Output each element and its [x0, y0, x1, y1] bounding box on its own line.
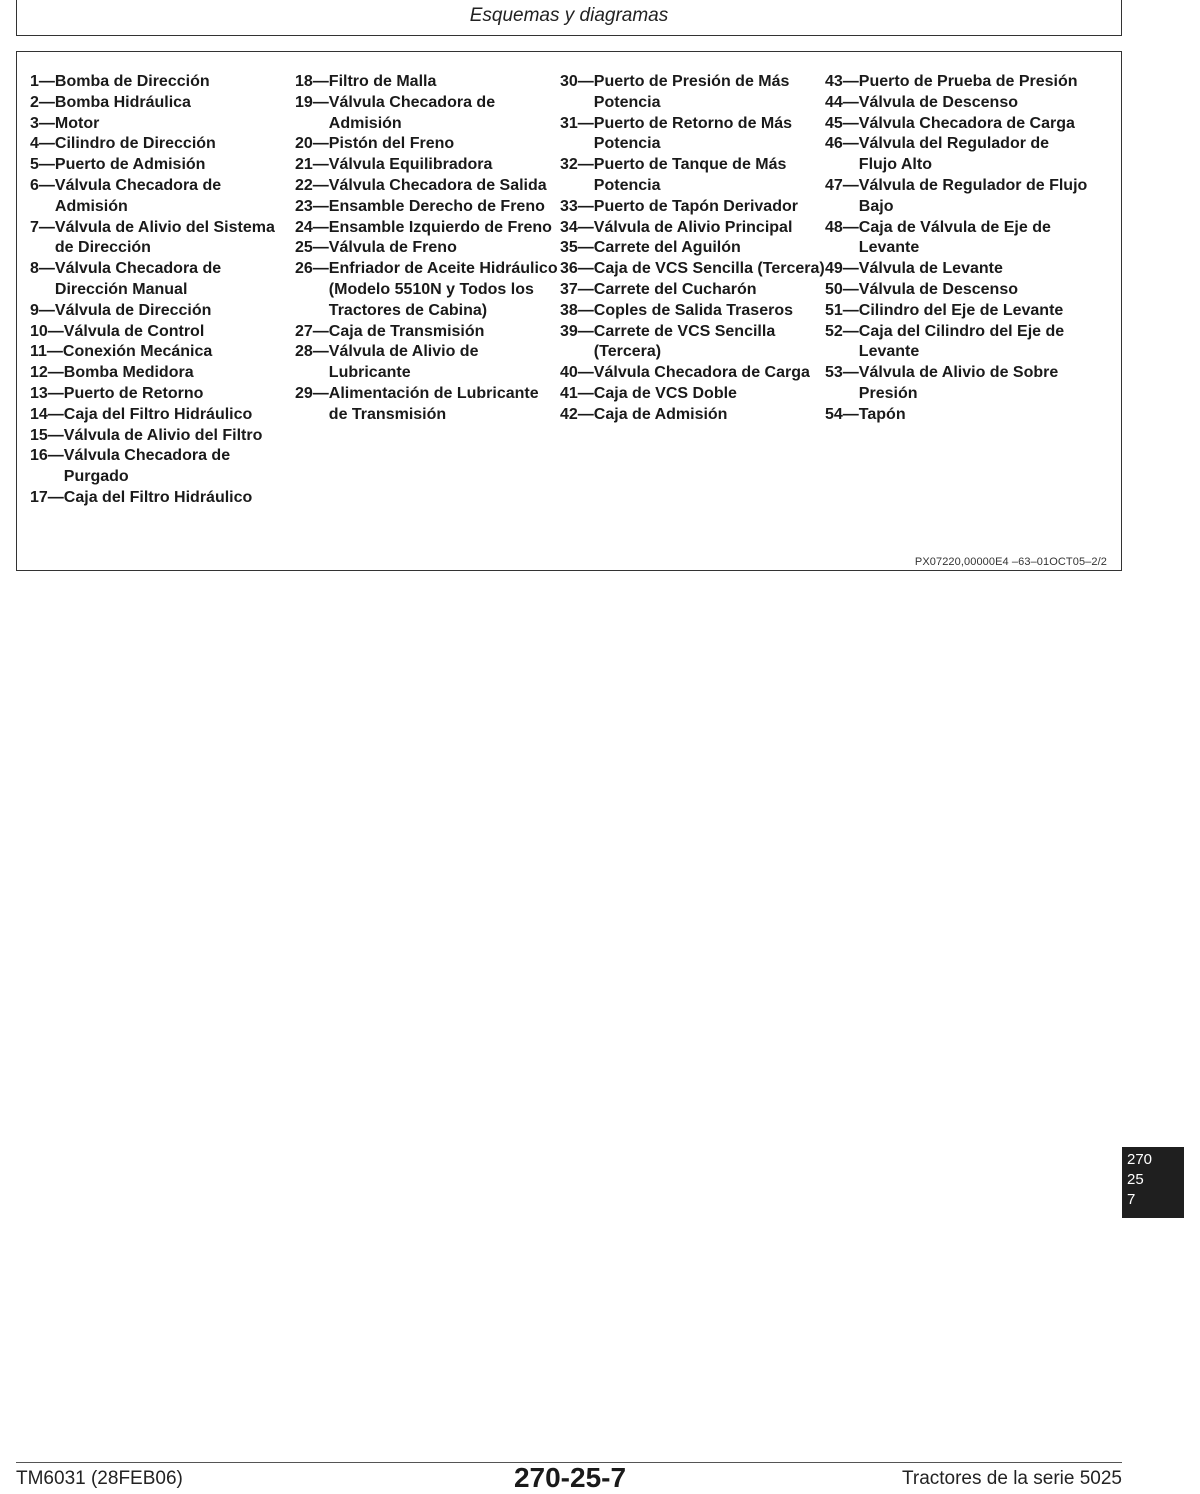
legend-item-label: Válvula Checadora de Dirección Manual	[54, 260, 222, 298]
legend-item	[825, 134, 1090, 176]
legend-item-number: 15—	[30, 426, 64, 444]
legend-item-label: Filtro de Malla	[328, 73, 437, 90]
legend-item-number: 18—	[295, 73, 329, 90]
legend-item-label: Carrete de VCS Sencilla (Tercera)	[593, 322, 776, 361]
section-tab-line: 25	[1127, 1171, 1144, 1188]
legend-item	[825, 176, 1090, 218]
legend-item-label: Puerto de Retorno	[63, 384, 204, 402]
legend-item-label: Válvula de Dirección	[54, 301, 212, 319]
legend-item-number: 12—	[30, 364, 64, 382]
legend-item-number: 44—	[825, 93, 859, 111]
legend-item	[295, 155, 560, 176]
legend-item	[560, 155, 825, 197]
footer-manual-id: TM6031 (28FEB06)	[16, 1468, 183, 1489]
legend-item	[295, 93, 560, 135]
legend-item	[30, 176, 295, 218]
legend-item-number: 10—	[30, 322, 64, 340]
legend-item-number: 47—	[825, 176, 859, 194]
legend-item-label: Válvula Checadora de Salida	[328, 176, 547, 194]
legend-item-number: 43—	[825, 73, 859, 90]
legend-item-number: 33—	[560, 197, 594, 215]
legend-item-number: 26—	[295, 260, 329, 278]
legend-item-label: Cilindro de Dirección	[54, 135, 216, 153]
legend-item-label: Válvula Checadora de Carga	[593, 364, 810, 382]
legend-item-number: 41—	[560, 384, 594, 402]
legend-item-number: 29—	[295, 384, 329, 402]
legend-item	[30, 93, 295, 114]
legend-item	[825, 259, 1090, 280]
legend-item-number: 49—	[825, 260, 859, 278]
legend-item	[560, 363, 825, 384]
legend-item	[560, 72, 825, 114]
legend-item	[560, 384, 825, 405]
legend-item	[560, 114, 825, 156]
legend-item	[30, 218, 295, 260]
section-tab-line: 7	[1127, 1191, 1136, 1208]
legend-item	[560, 197, 825, 218]
legend-item-label: Carrete del Aguilón	[593, 239, 741, 257]
legend-item-label: Válvula de Alivio de Lubricante	[328, 343, 479, 382]
legend-item-number: 51—	[825, 301, 859, 319]
legend-item-label: Caja del Filtro Hidráulico	[63, 488, 253, 506]
legend-column	[30, 72, 295, 509]
legend-item-label: Válvula Checadora de Purgado	[63, 447, 231, 486]
legend-item-number: 54—	[825, 405, 859, 423]
legend-item	[30, 426, 295, 447]
legend-column	[295, 72, 560, 509]
legend-item-number: 46—	[825, 135, 859, 153]
legend-item-label: Válvula Checadora de Admisión	[328, 93, 496, 132]
legend-item-label: Ensamble Izquierdo de Freno	[328, 218, 552, 236]
legend-item	[30, 301, 295, 322]
legend-item	[825, 93, 1090, 114]
legend-item-label: Caja de VCS Doble	[593, 384, 737, 402]
footer-page-number: 270-25-7	[513, 1462, 627, 1493]
legend-item	[295, 322, 560, 343]
legend-item-label: Carrete del Cucharón	[593, 280, 757, 298]
legend-item-label: Caja del Filtro Hidráulico	[63, 405, 253, 423]
legend-item-number: 40—	[560, 364, 594, 382]
legend-item-label: Válvula de Alivio del Filtro	[63, 426, 263, 444]
legend-item-label: Caja de Transmisión	[328, 322, 485, 340]
legend-item	[825, 322, 1090, 364]
legend-item-number: 5—	[30, 156, 55, 174]
legend-item	[295, 197, 560, 218]
legend-item-number: 4—	[30, 135, 55, 153]
legend-item-number: 8—	[30, 260, 55, 278]
legend-item-label: Válvula Checadora de Admisión	[54, 176, 222, 215]
legend-column	[825, 72, 1090, 509]
legend-item-label: Puerto de Tanque de Más Potencia	[593, 156, 787, 194]
legend-item	[825, 405, 1090, 426]
reference-code: PX07220,00000E4 –63–01OCT05–2/2	[914, 556, 1107, 568]
legend-item	[30, 405, 295, 426]
legend-item	[30, 363, 295, 384]
legend-item-number: 42—	[560, 405, 594, 423]
legend-item	[30, 134, 295, 155]
legend-item-label: Puerto de Prueba de Presión	[858, 73, 1078, 90]
legend-item	[560, 322, 825, 364]
legend-item-number: 37—	[560, 280, 594, 298]
legend-item	[560, 218, 825, 239]
legend-item	[295, 342, 560, 384]
legend-item	[30, 259, 295, 301]
legend-item-label: Válvula Checadora de Carga	[858, 114, 1075, 132]
legend-item-number: 23—	[295, 197, 329, 215]
legend-item-number: 6—	[30, 176, 55, 194]
legend-item-label: Cilindro del Eje de Levante	[858, 301, 1064, 319]
legend-item-number: 13—	[30, 384, 64, 402]
legend-item-number: 24—	[295, 218, 329, 236]
legend-item-label: Conexión Mecánica	[62, 343, 213, 361]
legend-item-label: Puerto de Presión de Más Potencia	[593, 73, 790, 111]
legend-item-number: 50—	[825, 280, 859, 298]
legend-item-number: 17—	[30, 488, 64, 506]
legend-item-label: Válvula de Alivio de Sobre Presión	[858, 364, 1059, 402]
legend-item-number: 34—	[560, 218, 594, 236]
legend-item	[825, 363, 1090, 405]
legend-item-number: 19—	[295, 93, 329, 111]
legend-item-label: Puerto de Admisión	[54, 156, 206, 174]
legend-item-number: 27—	[295, 322, 329, 340]
legend-item-label: Caja de Válvula de Eje de Levante	[858, 218, 1051, 257]
legend-item-label: Caja de VCS Sencilla (Tercera)	[593, 260, 825, 278]
legend-item-label: Enfriador de Aceite Hidráulico (Modelo 5510N y Todos los Tractores de Cabina)	[328, 260, 558, 319]
legend-item-number: 32—	[560, 156, 594, 174]
legend-item-number: 25—	[295, 239, 329, 257]
legend-column	[560, 72, 825, 509]
legend-item	[30, 322, 295, 343]
legend-item	[30, 342, 295, 363]
legend-item-label: Puerto de Tapón Derivador	[593, 197, 798, 215]
legend-item-label: Ensamble Derecho de Freno	[328, 197, 545, 215]
legend-item-number: 2—	[30, 93, 55, 111]
legend-item-number: 31—	[560, 114, 594, 132]
legend-item-number: 53—	[825, 364, 859, 382]
legend-item-number: 21—	[295, 156, 329, 174]
legend-item	[295, 259, 560, 321]
legend-item-label: Tapón	[858, 405, 906, 423]
legend-item	[825, 218, 1090, 260]
legend-item-label: Válvula de Alivio Principal	[593, 218, 793, 236]
legend-item	[295, 176, 560, 197]
legend-item-number: 39—	[560, 322, 594, 340]
legend-item	[30, 72, 295, 93]
legend-item-number: 3—	[30, 114, 55, 132]
section-tab	[1122, 1147, 1184, 1218]
legend-item-number: 16—	[30, 447, 64, 465]
legend-item	[560, 259, 825, 280]
legend-item-label: Válvula de Control	[63, 322, 205, 340]
legend-item-number: 30—	[560, 73, 594, 90]
legend-item-number: 45—	[825, 114, 859, 132]
legend-item-number: 20—	[295, 135, 329, 153]
legend-item-label: Alimentación de Lubricante de Transmisión	[328, 384, 539, 423]
legend-item-label: Coples de Salida Traseros	[593, 301, 793, 319]
legend-item-number: 7—	[30, 218, 55, 236]
legend-item	[825, 72, 1090, 93]
legend-box	[16, 51, 1122, 571]
legend-item-number: 38—	[560, 301, 594, 319]
legend-item	[560, 405, 825, 426]
legend-item-number: 35—	[560, 239, 594, 257]
legend-item	[560, 280, 825, 301]
legend-item-number: 48—	[825, 218, 859, 236]
legend-item	[295, 384, 560, 426]
legend-item	[295, 72, 560, 93]
legend-item-label: Pistón del Freno	[328, 135, 455, 153]
legend-item	[560, 238, 825, 259]
legend-item-label: Motor	[54, 114, 100, 132]
legend-item-number: 14—	[30, 405, 64, 423]
legend-item-label: Válvula del Regulador de Flujo Alto	[858, 135, 1050, 174]
legend-item-label: Caja de Admisión	[593, 405, 728, 423]
legend-item-number: 11—	[30, 343, 63, 361]
legend-item	[295, 134, 560, 155]
legend-item-label: Válvula Equilibradora	[328, 156, 493, 174]
legend-item-label: Bomba de Dirección	[54, 73, 210, 90]
legend-item	[825, 114, 1090, 135]
footer-product-name: Tractores de la serie 5025	[901, 1468, 1122, 1489]
legend-item	[295, 218, 560, 239]
legend-item-label: Válvula de Freno	[328, 239, 457, 257]
legend-item	[30, 446, 295, 488]
legend-item-label: Caja del Cilindro del Eje de Levante	[858, 322, 1065, 361]
legend-item-label: Bomba Medidora	[63, 364, 194, 382]
legend-item-number: 36—	[560, 260, 594, 278]
legend-item-label: Válvula de Regulador de Flujo Bajo	[858, 176, 1088, 215]
section-header	[16, 0, 1122, 36]
legend-item-number: 52—	[825, 322, 859, 340]
legend-item	[30, 114, 295, 135]
legend-item	[825, 301, 1090, 322]
section-tab-line: 270	[1127, 1151, 1153, 1168]
legend-item	[30, 488, 295, 509]
legend-item	[295, 238, 560, 259]
legend-item	[30, 384, 295, 405]
legend-item	[30, 155, 295, 176]
legend-item	[825, 280, 1090, 301]
legend-item-label: Válvula de Descenso	[858, 93, 1018, 111]
legend-item-number: 22—	[295, 176, 329, 194]
legend-item-number: 1—	[30, 73, 55, 90]
legend-item-label: Bomba Hidráulica	[54, 93, 191, 111]
section-title: Esquemas y diagramas	[469, 5, 669, 26]
legend-item-label: Puerto de Retorno de Más Potencia	[593, 114, 793, 153]
legend-columns	[30, 72, 1111, 509]
legend-item-label: Válvula de Levante	[858, 260, 1003, 278]
legend-item-label: Válvula de Descenso	[858, 280, 1018, 298]
legend-item	[560, 301, 825, 322]
legend-item-number: 28—	[295, 343, 329, 361]
legend-item-number: 9—	[30, 301, 55, 319]
legend-item-label: Válvula de Alivio del Sistema de Dirección	[54, 218, 275, 257]
